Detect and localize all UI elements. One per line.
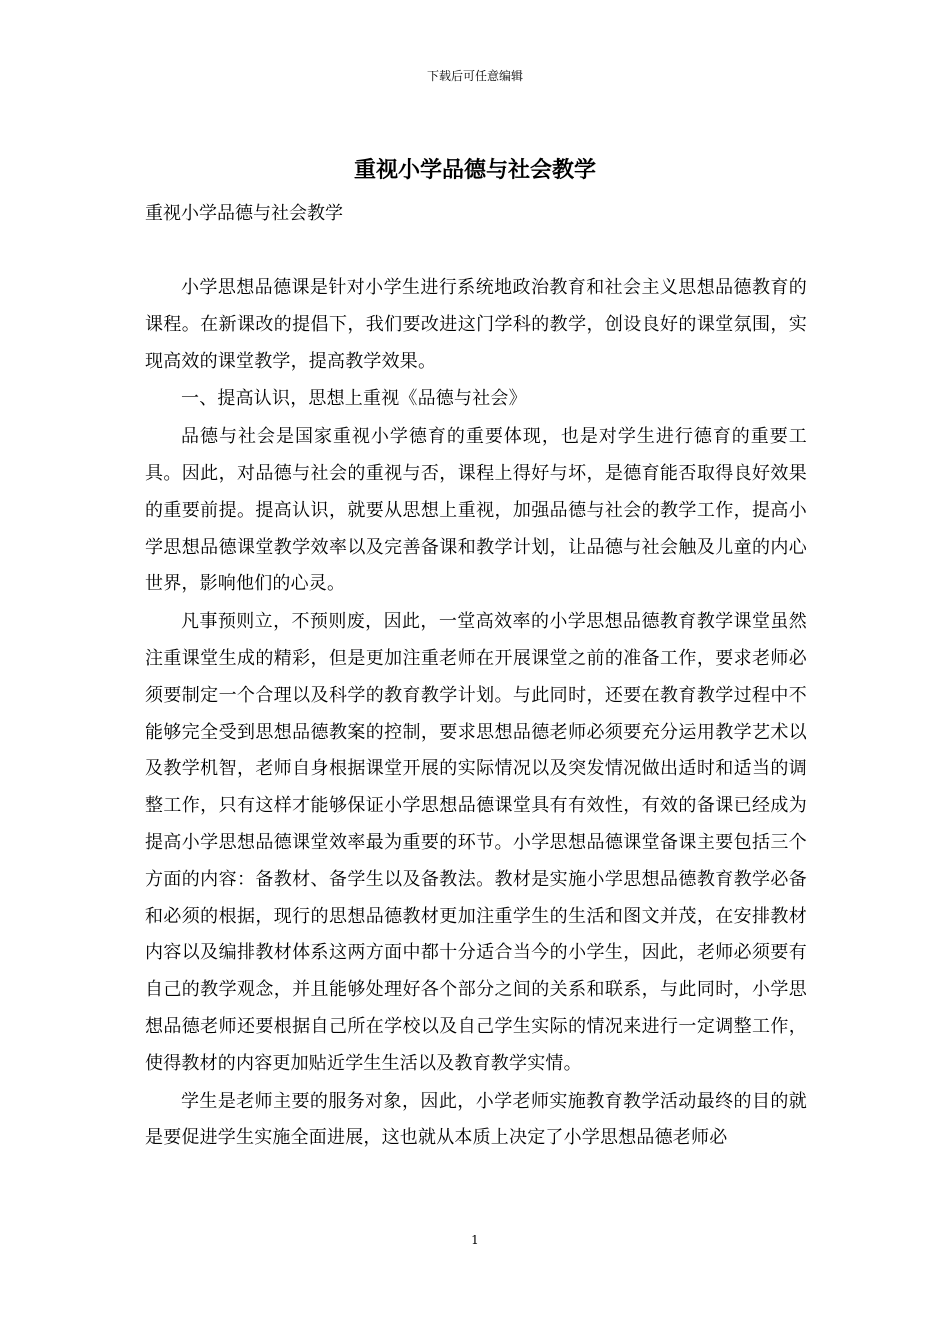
paragraph-students: 学生是老师主要的服务对象，因此，小学老师实施教育教学活动最终的目的就是要促进学生实施全面进展，这也就从本质上决定了小学思想品德老师必 (145, 1090, 807, 1149)
header-note: 下载后可任意编辑 (426, 69, 523, 83)
paragraph-intro: 小学思想品德课是针对小学生进行系统地政治教育和社会主义思想品德教育的课程。在新课改的提倡下，我们要改进这门学科的教学，创设良好的课堂氛围，实现高效的课堂教学，提高教学效果。 (145, 277, 807, 372)
paragraph-preparation: 凡事预则立，不预则废，因此，一堂高效率的小学思想品德教育教学课堂虽然注重课堂生成的精彩，但是更加注重老师在开展课堂之前的准备工作，要求老师必须要制定一个合理以及科学的教育教学计划。与此同时，还要在教育教学过程中不能够完全受到思想品德教案的控制，要求思想品德老师必须要充分运用教学艺术以及教学机智，老师自身根据课堂开展的实际情况以及突发情况做出适时和适当的调整工作，只有这样才能够保证小学思想品德课堂具有有效性，有效的备课已经成为提高小学思想品德课堂效率最为重要的环节。小学思想品德课堂备课主要包括三个方面的内容：备教材、备学生以及备教法。教材是实施小学思想品德教育教学必备和必须的根据，现行的思想品德教材更加注重学生的生活和图文并茂，在安排教材内容以及编排教材体系这两方面中都十分适合当今的小学生，因此，老师必须要有自己的教学观念，并且能够处理好各个部分之间的关系和联系，与此同时，小学思想品德老师还要根据自己所在学校以及自己学生实际的情况来进行一定调整工作，使得教材的内容更加贴近学生生活以及教育教学实情。 (145, 611, 807, 1074)
document-subtitle: 重视小学品德与社会教学 (145, 203, 343, 224)
document-title: 重视小学品德与社会教学 (353, 157, 596, 183)
page-number: 1 (471, 1233, 479, 1247)
paragraph-importance: 品德与社会是国家重视小学德育的重要体现，也是对学生进行德育的重要工具。因此，对品德与社会的重视与否，课程上得好与坏，是德育能否取得良好效果的重要前提。提高认识，就要从思想上重视，加强品德与社会的教学工作，提高小学思想品德课堂教学效率以及完善备课和教学计划，让品德与社会触及儿童的内心世界，影响他们的心灵。 (145, 426, 807, 595)
section-heading-1: 一、提高认识，思想上重视《品德与社会》 (181, 388, 527, 410)
document-body (145, 270, 807, 1158)
